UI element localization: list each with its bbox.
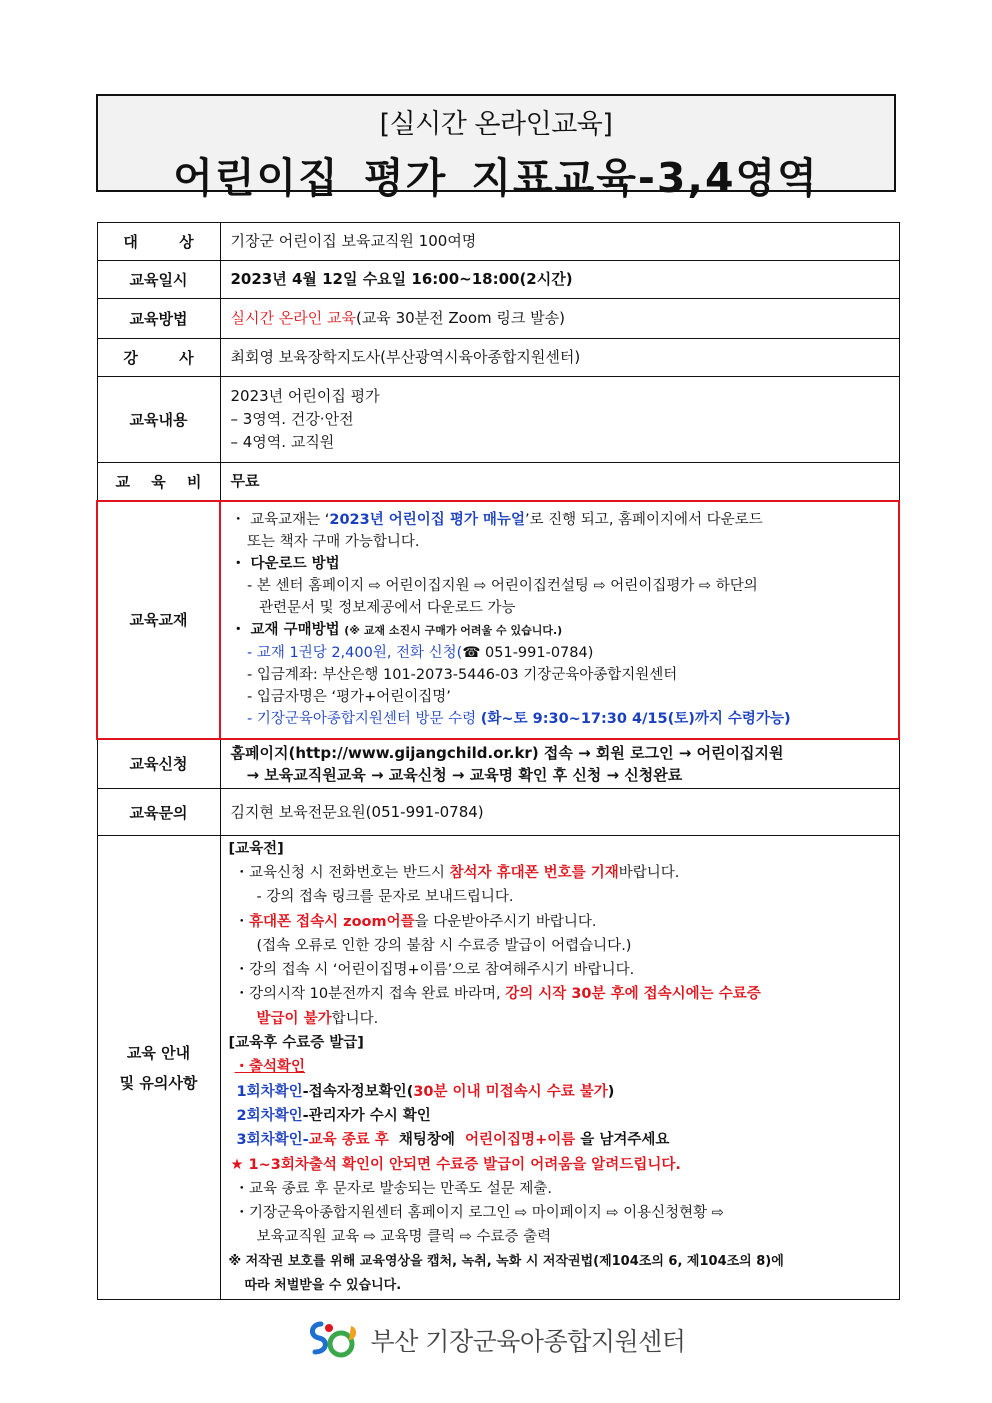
value-inquiry: 김지현 보육전문요원(051-991-0784) <box>220 789 899 836</box>
value-instructor: 최회영 보육장학지도사(부산광역시육아종합지원센터) <box>220 339 899 377</box>
content-line: – 3영역. 건강·안전 <box>230 410 354 428</box>
label-apply: 교육신청 <box>97 739 220 789</box>
page-title: 어린이집 평가 지표교육-3,4영역 <box>173 154 819 202</box>
content-line: 2023년 어린이집 평가 <box>230 387 380 405</box>
info-table <box>96 222 900 1300</box>
center-logo-icon <box>307 1318 361 1362</box>
row-target <box>97 223 899 261</box>
row-method <box>97 299 899 339</box>
value-method-rest: (교육 30분전 Zoom 링크 발송) <box>355 309 565 327</box>
label-method: 교육방법 <box>97 299 220 339</box>
apply-steps: 홈페이지(http://www.gijangchild.or.kr) 접속 → 회원 로그인 → 어린이집지원 <box>230 743 784 762</box>
row-fee <box>97 463 899 501</box>
row-inquiry <box>97 789 899 836</box>
label-notice-1: 교육 안내 <box>126 1043 191 1062</box>
title-box <box>96 94 896 202</box>
manual-title: 2023년 어린이집 평가 매뉴얼 <box>329 512 525 528</box>
content-line: – 4영역. 교직원 <box>230 433 335 451</box>
value-fee: 무료 <box>220 463 899 501</box>
label-content: 교육내용 <box>97 377 220 463</box>
star-notice: ★ 1~3회차출석 확인이 안되면 수료증 발급이 어려움을 알려드립니다. <box>230 1156 681 1173</box>
label-target: 대 상 <box>123 233 212 251</box>
label-inquiry: 교육문의 <box>97 789 220 836</box>
row-notice: 교육 안내 및 유의사항 [교육전] ・교육신청 시 전화번호는 반드시 참석자 휴대폰 번호를 기재바랍니다. - 강의 접속 링크를 문자로 보내드립니다. ・휴대폰 접속시 zoom어플을 다운받아주시기 바랍니다. (접속 오류로 인한 강의 불참 시 수료증 발급이 어렵습니다.) ・강의 접속 시 ‘어린이집명+이름’으로 참여해주시기 바랍니다. ・강의시작 10분전까지 접속 완료 바라며, 강의 시작 30분 후에 접속시에는 수료증 발급이 불가합니다. [교육후 수료증 발급] ・출석확인 1회차확인-접속자정보확인(30분 이내 미접속시 수료 불가) 2회차확인-관리자가 수시 확인 3회차확인-교육 종료 후 채팅창에 어린이집명+이름 을 남겨주세요 ★ 1~3회차출석 확인이 안되면 수료증 발급이 어려움을 알려드립니다. ・교육 종료 후 문자로 발송되는 만족도 설문 제출. ・기장군육아종합지원센터 홈페이지 로그인 ⇨ 마이페이지 ⇨ 이용신청현황 ⇨ 보육교직원 교육 ⇨ 교육명 클릭 ⇨ 수료증 출력 ※ 저작권 보호를 위해 교육영상을 캡처, 녹취, 녹화 시 저작권법(제104조의 6, 제104조의 8)에 따라 처벌받을 수 있습니다. <box>97 836 899 1300</box>
row-date <box>97 261 899 299</box>
label-instructor: 강 사 <box>123 349 212 367</box>
phone-icon: ☎ 051-991-0784) <box>462 645 594 661</box>
label-date: 교육일시 <box>97 261 220 299</box>
label-fee: 교 육 비 <box>115 472 210 491</box>
footer <box>0 1318 992 1366</box>
label-notice-2: 및 유의사항 <box>119 1073 198 1092</box>
attendance-check: ・출석확인 <box>234 1059 306 1076</box>
apply-steps: → 보육교직원교육 → 교육신청 → 교육명 확인 후 신청 → 신청완료 <box>246 765 683 784</box>
label-material: 교육교재 <box>97 501 220 739</box>
row-material: 교육교재 ・ 교육교재는 ‘2023년 어린이집 평가 매뉴얼’로 진행 되고, 홈페이지에서 다운로드 또는 책자 구매 가능합니다. ・ 다운로드 방법 - 본 센터 홈페이지 ⇨ 어린이집지원 ⇨ 어린이집컨설팅 ⇨ 어린이집평가 ⇨ 하단의 관련문서 및 정보제공에서 다운로드 가능 ・ 교재 구매방법 (※ 교재 소진시 구매가 어려울 수 있습니다.) - 교재 1권당 2,400원, 전화 신청(☎ 051-991-0784) - 입금계좌: 부산은행 101-2073-5446-03 기장군육아종합지원센터 - 입금자명은 ‘평가+어린이집명’ - 기장군육아종합지원센터 방문 수령 (화~토 9:30~17:30 4/15(토)까지 수령가능) <box>97 501 899 739</box>
footer-org-name: 부산 기장군육아종합지원센터 <box>370 1327 686 1356</box>
value-target: 기장군 어린이집 보육교직원 100여명 <box>220 223 899 261</box>
value-date: 2023년 4월 12일 수요일 16:00~18:00(2시간) <box>220 261 899 299</box>
row-apply <box>97 739 899 789</box>
row-content <box>97 377 899 463</box>
row-instructor <box>97 339 899 377</box>
value-method-highlight: 실시간 온라인 교육 <box>230 309 356 327</box>
page-subtitle: [실시간 온라인교육] <box>379 109 613 140</box>
